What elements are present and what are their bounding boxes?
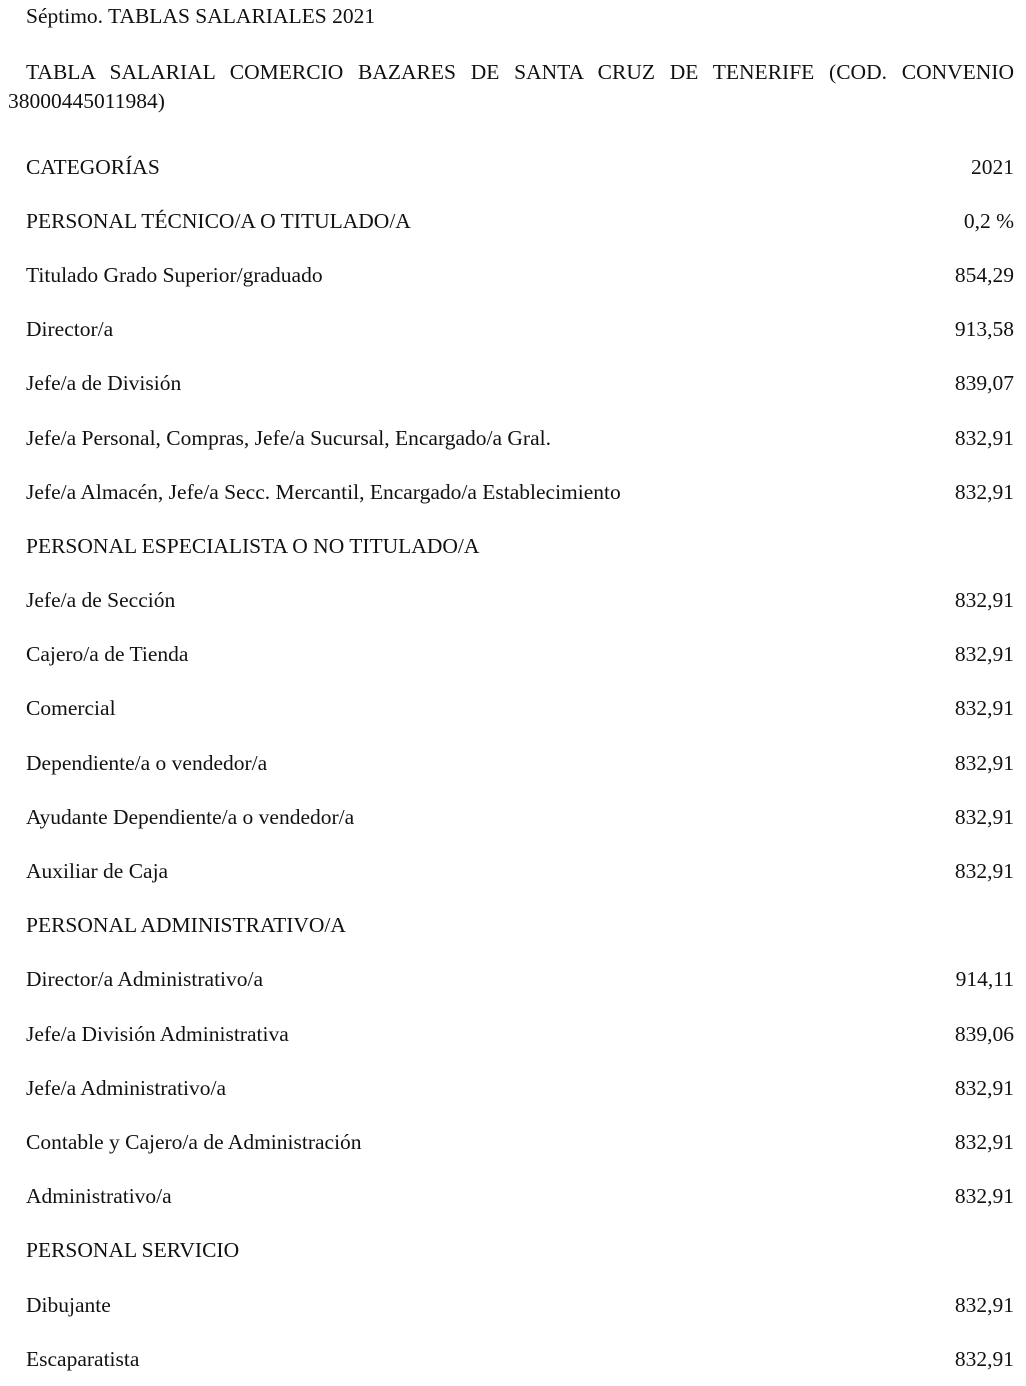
row-category: Director/a Administrativo/a [26, 967, 264, 992]
row-category: Comercial [26, 696, 116, 721]
row-salary: 832,91 [954, 750, 1014, 775]
table-row [26, 682, 1014, 736]
row-category: Escaparatista [26, 1346, 140, 1371]
table-row [26, 1170, 1014, 1224]
row-salary: 832,91 [954, 1129, 1014, 1154]
table-row [26, 357, 1014, 411]
table-row [26, 844, 1014, 898]
table-row [26, 1332, 1014, 1386]
table-row [26, 248, 1014, 302]
row-salary: 839,07 [954, 371, 1014, 396]
section-heading: Séptimo. TABLAS SALARIALES 2021 [26, 4, 376, 28]
table-row [26, 899, 1014, 953]
row-salary: 0,2 % [963, 208, 1014, 233]
row-category: PERSONAL ESPECIALISTA O NO TITULADO/A [26, 533, 480, 558]
row-category: Titulado Grado Superior/graduado [26, 262, 323, 287]
salary-table [26, 140, 1014, 1386]
row-category: Cajero/a de Tienda [26, 642, 189, 667]
row-category: Dibujante [26, 1292, 111, 1317]
row-salary: 832,91 [954, 804, 1014, 829]
table-row [26, 140, 1014, 194]
row-category: Ayudante Dependiente/a o vendedor/a [26, 804, 355, 829]
row-salary: 839,06 [954, 1021, 1014, 1046]
table-row [26, 303, 1014, 357]
table-row [26, 790, 1014, 844]
row-category: Contable y Cajero/a de Administración [26, 1129, 362, 1154]
row-category: Administrativo/a [26, 1184, 172, 1209]
table-row [26, 953, 1014, 1007]
row-salary: 913,58 [954, 317, 1014, 342]
table-title: TABLA SALARIAL COMERCIO BAZARES DE SANTA CRUZ DE TENERIFE (COD. CONVENIO 38000445011984) [8, 60, 1014, 113]
row-category: Director/a [26, 317, 114, 342]
table-row [26, 194, 1014, 248]
row-salary: 914,11 [955, 967, 1014, 992]
table-row [26, 736, 1014, 790]
table-row [26, 1061, 1014, 1115]
row-salary: 832,91 [954, 859, 1014, 884]
row-salary: 2021 [971, 154, 1014, 179]
row-category: Jefe/a de Sección [26, 588, 176, 613]
row-salary: 854,29 [954, 262, 1014, 287]
row-category: PERSONAL SERVICIO [26, 1238, 240, 1263]
row-category: Jefe/a Personal, Compras, Jefe/a Sucursal, Encargado/a Gral. [26, 425, 551, 450]
row-category: Jefe/a División Administrativa [26, 1021, 289, 1046]
row-category: PERSONAL TÉCNICO/A O TITULADO/A [26, 208, 411, 233]
row-salary: 832,91 [954, 1075, 1014, 1100]
row-salary: 832,91 [954, 1346, 1014, 1371]
row-salary: 832,91 [954, 696, 1014, 721]
table-row [26, 574, 1014, 628]
row-salary: 832,91 [954, 1184, 1014, 1209]
table-row [26, 519, 1014, 573]
row-category: Jefe/a de División [26, 371, 182, 396]
row-category: Auxiliar de Caja [26, 859, 169, 884]
row-salary: 832,91 [954, 425, 1014, 450]
table-row [26, 628, 1014, 682]
row-category: CATEGORÍAS [26, 154, 160, 179]
row-salary: 832,91 [954, 588, 1014, 613]
row-salary: 832,91 [954, 642, 1014, 667]
row-category: Jefe/a Administrativo/a [26, 1075, 227, 1100]
table-row [26, 1115, 1014, 1169]
row-salary: 832,91 [954, 479, 1014, 504]
table-row [26, 1007, 1014, 1061]
row-category: PERSONAL ADMINISTRATIVO/A [26, 913, 346, 938]
table-row [26, 1224, 1014, 1278]
table-row [26, 1278, 1014, 1332]
row-salary: 832,91 [954, 1292, 1014, 1317]
table-row [26, 465, 1014, 519]
row-category: Dependiente/a o vendedor/a [26, 750, 268, 775]
row-category: Jefe/a Almacén, Jefe/a Secc. Mercantil, Encargado/a Establecimiento [26, 479, 621, 504]
table-row [26, 411, 1014, 465]
